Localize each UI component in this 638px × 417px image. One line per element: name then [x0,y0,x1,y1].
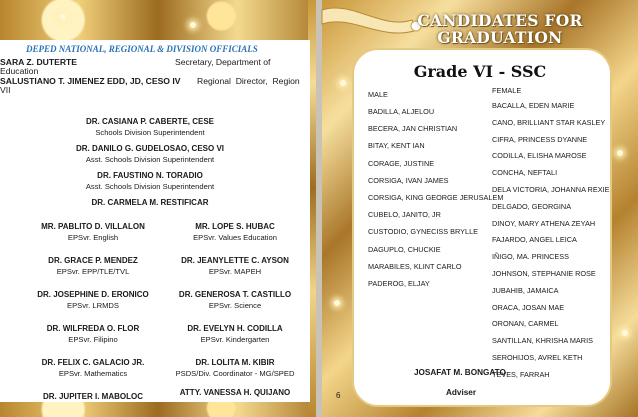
female-header: FEMALE [492,86,522,95]
female-item: CANO, BRILLIANT STAR KASLEY [492,117,606,127]
regional-director-line [0,76,300,86]
supervisor-position: EPSvr. EPP/TLE/TVL [56,267,130,276]
supervisor-name: DR. LOLITA M. KIBIR [195,358,275,367]
female-item: ORONAN, CARMEL [492,319,559,329]
gold-footer-band [0,402,316,417]
male-item: DAGUPLO, CHUCKIE [368,244,441,254]
left-page [0,0,316,417]
female-item: DINOY, MARY ATHENA ZEYAH [492,218,596,228]
supervisor-name: DR. FELIX C. GALACIO JR. [41,358,145,367]
supervisor-position: EPSvr. English [67,233,119,242]
male-item: CORAGE, JUSTINE [368,158,435,168]
page-number: 6 [336,391,341,400]
female-item: JUBAHIB, JAMAICA [492,285,559,295]
supervisor-name: MR. PABLITO D. VILLALON [41,222,145,231]
official-position: Asst. Schools Division Superintendent [85,155,215,164]
male-item: MARABILES, KLINT CARLO [368,261,462,271]
female-item: CONCHA, NEFTALI [492,168,558,178]
sparkle-icon [60,14,66,20]
supervisor-position: PSDS/Div. Coordinator - MG/SPED [175,369,295,378]
sparkle-icon [334,300,340,306]
division-official [30,117,270,137]
sparkle-icon [622,330,628,336]
supervisor [18,256,168,276]
regional-director-position-b: VII [0,85,11,95]
female-item: SEROHIJOS, AVREL KETH [492,353,583,362]
supervisor [160,222,310,242]
female-item: DELGADO, GEORGINA [492,201,572,211]
grade-title: Grade VI - SSC [413,62,547,81]
division-official [30,171,270,191]
female-item: FAJARDO, ANGEL LEICA [492,235,577,245]
official-position: Schools Division Superintendent [95,128,205,137]
supervisor [160,388,310,397]
supervisor-position: EPSvr. MAPEH [208,267,262,276]
official-name: DR. CARMELA M. RESTIFICAR [91,198,209,207]
supervisor-position: EPSvr. LRMDS [67,301,119,310]
supervisor [18,358,168,378]
secretary-position-line: Education [0,66,39,76]
supervisor [160,290,310,310]
adviser-name: JOSAFAT M. BONGATO [414,368,506,377]
secretary-position-a: Secretary, Department of [175,57,271,67]
supervisor [160,256,310,276]
supervisor-name: ATTY. VANESSA H. QUIJANO [179,388,291,397]
regional-director-name: SALUSTIANO T. JIMENEZ EDD, JD, CESO IV [0,76,181,86]
supervisor [18,222,168,242]
division-official [30,198,270,207]
male-item: BADILLA, ALJELOU [368,107,435,116]
male-header: MALE [368,90,388,99]
candidates-banner: CANDIDATES FOR GRADUATION [417,11,583,47]
female-item: IÑIGO, MA. PRINCESS [492,252,570,262]
female-item: CODILLA, ELISHA MAROSE [492,151,587,161]
supervisor-name: DR. GRACE P. MENDEZ [48,256,138,265]
official-name: DR. DANILO G. GUDELOSAO, CESO VI [75,144,224,153]
supervisor [160,324,310,344]
regional-director-position-a: Regional Director, Region [197,76,300,86]
supervisor [18,290,168,310]
secretary-name: SARA Z. DUTERTE [0,57,78,67]
adviser-label: Adviser [446,388,477,397]
sparkle-icon [190,22,196,28]
content-panel [0,40,310,402]
supervisor [160,358,310,378]
supervisor-position: EPSvr. Values Education [193,233,277,242]
female-item: ORACA, JOSAN MAE [492,302,565,312]
male-item: BECERA, JAN CHRISTIAN [368,124,458,134]
official-position: Asst. Schools Division Superintendent [85,182,215,191]
female-item: BACALLA, EDEN MARIE [492,101,575,110]
supervisor-name: DR. JEANYLETTE C. AYSON [181,256,289,265]
officials-heading: DEPED NATIONAL, REGIONAL & DIVISION OFFICIALS [26,44,258,54]
supervisor-name: DR. JUPITER I. MABOLOC [42,392,143,401]
supervisor-position: EPSvr. Science [208,301,262,310]
supervisor-position: EPSvr. Mathematics [58,369,128,378]
male-item: BITAY, KENT IAN [368,141,425,151]
female-item: JOHNSON, STEPHANIE ROSE [492,269,596,278]
female-item: SANTILLAN, KHRISHA MARIS [492,336,593,346]
male-item: CUBELO, JANITO, JR [368,210,441,220]
sparkle-icon [617,150,623,156]
supervisor-name: DR. GENEROSA T. CASTILLO [178,290,292,299]
supervisor-position: EPSvr. Kindergarten [200,335,270,344]
supervisor [18,392,168,402]
male-item: CORSIGA, KING GEORGE JERUSALEM [368,193,504,202]
official-name: DR. FAUSTINO N. TORADIO [97,171,203,180]
supervisor-name: DR. JOSEPHINE D. ERONICO [37,290,149,299]
male-item: PADEROG, ELJAY [368,279,430,288]
gold-header-band [0,0,316,40]
official-name: DR. CASIANA P. CABERTE, CESE [85,117,215,126]
division-official [30,144,270,164]
supervisor-name: DR. WILFREDA O. FLOR [46,324,140,333]
right-page [322,0,638,417]
male-item: CORSIGA, IVAN JAMES [368,175,449,185]
female-item: DELA VICTORIA, JOHANNA REXIE [492,185,610,194]
female-item: CIFRA, PRINCESS DYANNE [492,134,588,144]
supervisor-position: EPSvr. Filipino [68,335,118,344]
male-item: CUSTODIO, GYNECISS BRYLLE [368,227,479,237]
supervisor [18,324,168,344]
supervisor-name: MR. LOPE S. HUBAC [195,222,275,231]
supervisor-name: DR. EVELYN H. CODILLA [187,324,283,333]
